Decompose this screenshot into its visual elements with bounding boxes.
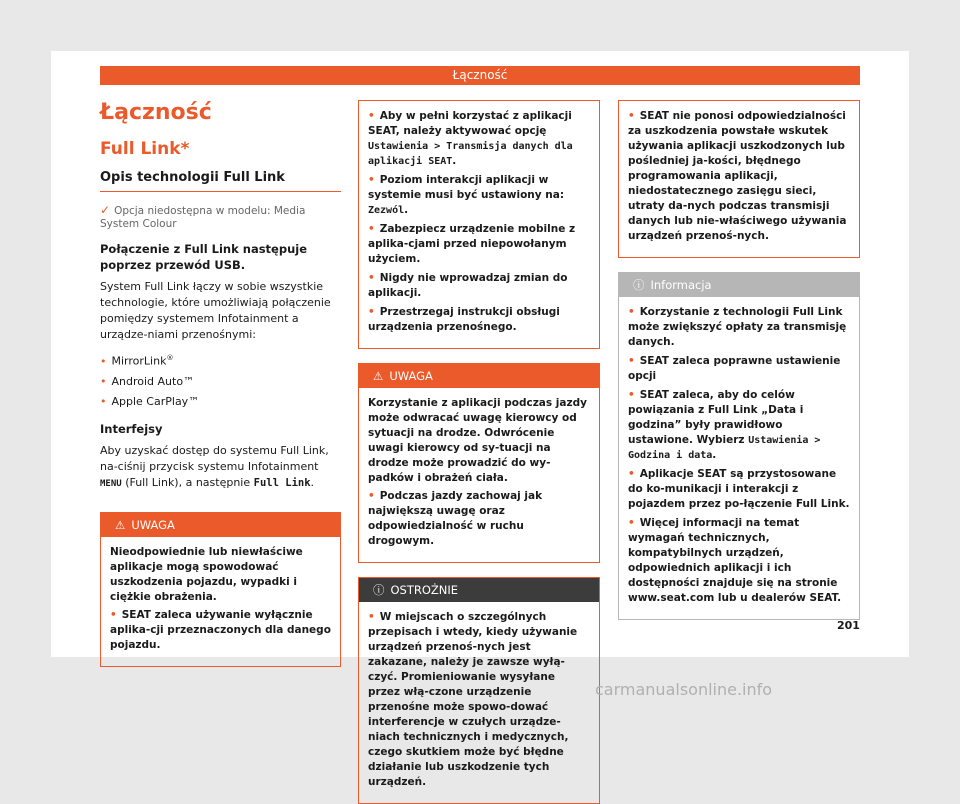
notes-body — [619, 101, 859, 257]
warning-triangle-icon: ⚠ — [373, 369, 384, 383]
technology-list — [100, 349, 341, 411]
lead-paragraph: Połączenie z Full Link następuje poprzez przewód USB. — [100, 242, 308, 272]
section-header: Łączność — [100, 66, 860, 85]
list-item: • Więcej informacji na temat wymagań technicznych, kompatybilnych urządzeń, odpowiednich aplikacji i ich dostępności znajduje się na stronie www.seat.com lub u dealerów SEAT. — [628, 516, 850, 606]
list-item: • Aby w pełni korzystać z aplikacji SEAT, należy aktywować opcję Ustawienia > Transmisja danych dla aplikacji SEAT. — [368, 109, 590, 169]
info-icon: ⓘ — [633, 278, 645, 292]
checkmark-icon: ✓ — [100, 203, 111, 217]
list-item: • SEAT nie ponosi odpowiedzialności za uszkodzenia powstałe wskutek używania aplikacji uszkodzonych lub pośledniej ja-kości, błędnego programowania aplikacji, niedostatecznego zasięgu sieci, utraty da-nych podczas transmisji danych lub nie-właściwego używania urządzeń przenoś-nych. — [628, 109, 850, 244]
list-item: • Poziom interakcji aplikacji w systemie musi być ustawiony na: Zezwól. — [368, 173, 590, 218]
info-box — [618, 272, 860, 620]
notes-body — [359, 101, 599, 348]
warning-header: ⚠ UWAGA — [101, 513, 340, 537]
caution-box — [358, 577, 600, 804]
availability-note: ✓ Opcja niedostępna w modelu: Media System Colour — [100, 203, 306, 230]
list-item: • Zabezpiecz urządzenie mobilne z aplika-cjami przed niepowołanym użyciem. — [368, 222, 590, 267]
watermark: carmanualsonline.info — [595, 680, 773, 699]
interfaces-heading: Interfejsy — [100, 421, 163, 436]
warning-box — [100, 512, 341, 667]
warning-body: Nieodpowiednie lub niewłaściwe aplikacje mogą spowodować uszkodzenia pojazdu, wypadki i ciężkie obrażenia. • SEAT zaleca używanie wyłącznie aplika-cji przeznaczonych dla danego pojazdu. — [101, 537, 340, 666]
info-body — [619, 297, 859, 619]
caution-body — [359, 602, 599, 803]
page-subtitle: Full Link* — [100, 139, 190, 159]
column-2 — [358, 100, 600, 804]
section-heading: Opis technologii Full Link — [100, 170, 341, 192]
caution-header: ⓘ OSTROŻNIE — [359, 578, 599, 602]
notes-box — [618, 100, 860, 258]
menu-path: Full Link — [253, 476, 311, 489]
interfaces-paragraph: Aby uzyskać dostęp do systemu Full Link, na-ciśnij przycisk systemu Infotainment MENU (Full Link), a następnie Full Link. — [100, 443, 329, 489]
list-item: • SEAT zaleca poprawne ustawienie opcji — [628, 354, 850, 384]
list-item: • W miejscach o szczególnych przepisach i wtedy, kiedy używanie urządzeń przenoś-nych jest zakazane, należy je zawsze wyłą-czyć. Promieniowanie wysyłane przez włą-czone urządzenie przenośne może spowo-dować interferencje w czułych urządze-niach technicznych i medycznych, czego skutkiem może być błędne działanie lub uszkodzenie tych urządzeń. — [368, 610, 590, 790]
menu-key-icon: MENU — [100, 478, 122, 489]
exclamation-circle-icon: ⓘ — [373, 583, 385, 597]
warning-body: Korzystanie z aplikacji podczas jazdy może odwracać uwagę kierowcy od sytuacji na drodze. Odwrócenie uwagi kierowcy od sy-tuacji na drodze może prowadzić do wy-padków i obrażeń ciała. • Podczas jazdy zachowaj jak największą uwagę oraz odpowiedzialność w ruchu drogowym. — [359, 388, 599, 562]
page-number: 201 — [837, 619, 860, 632]
list-item: • MirrorLink® — [100, 349, 341, 371]
page-title: Łączność — [100, 100, 212, 125]
list-item: • Korzystanie z technologii Full Link może zwiększyć opłaty za transmisję danych. — [628, 305, 850, 350]
list-item: • SEAT zaleca używanie wyłącznie aplika-cji przeznaczonych dla danego pojazdu. — [110, 608, 331, 653]
column-3 — [618, 100, 860, 620]
list-item: • Android Auto™ — [100, 373, 341, 391]
info-header: ⓘ Informacja — [619, 273, 859, 297]
list-item: • Podczas jazdy zachowaj jak największą uwagę oraz odpowiedzialność w ruchu drogowym. — [368, 489, 590, 549]
list-item: • Apple CarPlay™ — [100, 393, 341, 411]
list-item: • Aplikacje SEAT są przystosowane do ko-munikacji i interakcji z pojazdem przez po-łączenie Full Link. — [628, 467, 850, 512]
warning-header: ⚠ UWAGA — [359, 364, 599, 388]
list-item: • Nigdy nie wprowadzaj zmian do aplikacji. — [368, 271, 590, 301]
intro-paragraph: System Full Link łączy w sobie wszystkie technologie, które umożliwiają połączenie pomiędzy systemem Infotainment a urządze-niami przenośnymi: — [100, 280, 331, 341]
list-item: • Przestrzegaj instrukcji obsługi urządzenia przenośnego. — [368, 305, 590, 335]
warning-triangle-icon: ⚠ — [115, 517, 126, 532]
notes-box — [358, 100, 600, 349]
warning-box — [358, 363, 600, 563]
list-item: • SEAT zaleca, aby do celów powiązania z Full Link „Data i godzina” były prawidłowo ustawione. Wybierz Ustawienia > Godzina i data. — [628, 388, 850, 463]
column-1 — [100, 100, 341, 667]
